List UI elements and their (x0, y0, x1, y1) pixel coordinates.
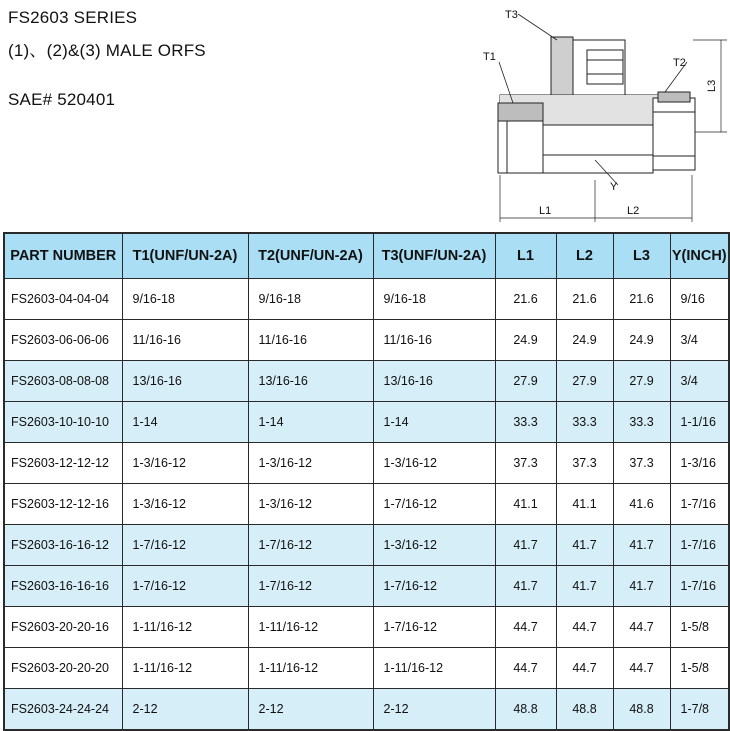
cell-part-number: FS2603-20-20-20 (4, 648, 122, 689)
cell-t1: 1-7/16-12 (122, 566, 248, 607)
cell-part-number: FS2603-16-16-12 (4, 525, 122, 566)
cell-t3: 11/16-16 (373, 320, 495, 361)
table-row (4, 279, 729, 320)
sae-number: SAE# 520401 (8, 90, 116, 109)
cell-t3: 1-7/16-12 (373, 566, 495, 607)
column-header-t1: T1(UNF/UN-2A) (122, 233, 248, 279)
cell-l2: 41.7 (556, 525, 613, 566)
top-branch-hex (587, 50, 623, 84)
cell-part-number: FS2603-12-12-16 (4, 484, 122, 525)
cell-part-number: FS2603-08-08-08 (4, 361, 122, 402)
column-header-l2: L2 (556, 233, 613, 279)
cell-part-number: FS2603-10-10-10 (4, 402, 122, 443)
cell-l2: 33.3 (556, 402, 613, 443)
cell-t1: 2-12 (122, 689, 248, 731)
cell-t3: 1-3/16-12 (373, 443, 495, 484)
cell-l1: 41.1 (495, 484, 556, 525)
table-body (4, 279, 729, 731)
cell-t2: 1-11/16-12 (248, 648, 373, 689)
cell-l3: 41.6 (613, 484, 670, 525)
cell-t2: 1-7/16-12 (248, 525, 373, 566)
cell-l1: 21.6 (495, 279, 556, 320)
cell-t2: 1-11/16-12 (248, 607, 373, 648)
cell-l3: 48.8 (613, 689, 670, 731)
label-t2: T2 (673, 57, 686, 69)
cell-t1: 11/16-16 (122, 320, 248, 361)
cell-l2: 41.1 (556, 484, 613, 525)
cell-t2: 2-12 (248, 689, 373, 731)
cell-l3: 21.6 (613, 279, 670, 320)
cell-t3: 9/16-18 (373, 279, 495, 320)
cell-t1: 1-14 (122, 402, 248, 443)
cell-l2: 21.6 (556, 279, 613, 320)
dimensions-table (3, 232, 730, 731)
cell-part-number: FS2603-20-20-16 (4, 607, 122, 648)
cell-l3: 44.7 (613, 648, 670, 689)
cell-l1: 41.7 (495, 525, 556, 566)
table-row (4, 607, 729, 648)
table-row (4, 648, 729, 689)
cell-y-inch: 1-7/16 (670, 525, 729, 566)
cell-l1: 44.7 (495, 648, 556, 689)
left-port-thread (498, 103, 543, 121)
cell-l1: 33.3 (495, 402, 556, 443)
cell-l3: 37.3 (613, 443, 670, 484)
cell-l2: 27.9 (556, 361, 613, 402)
cell-t1: 9/16-18 (122, 279, 248, 320)
cell-t1: 1-7/16-12 (122, 525, 248, 566)
cell-l2: 41.7 (556, 566, 613, 607)
label-l3: L3 (706, 79, 718, 92)
cell-part-number: FS2603-24-24-24 (4, 689, 122, 731)
cell-t1: 1-3/16-12 (122, 443, 248, 484)
table-row (4, 443, 729, 484)
cell-part-number: FS2603-06-06-06 (4, 320, 122, 361)
cell-t1: 13/16-16 (122, 361, 248, 402)
table-row (4, 361, 729, 402)
cell-l3: 41.7 (613, 566, 670, 607)
column-header-part-number: PART NUMBER (4, 233, 122, 279)
cell-l1: 41.7 (495, 566, 556, 607)
label-y: Y (610, 181, 618, 193)
cell-t3: 1-3/16-12 (373, 525, 495, 566)
cell-t1: 1-11/16-12 (122, 607, 248, 648)
cell-l2: 44.7 (556, 648, 613, 689)
cell-t3: 1-7/16-12 (373, 607, 495, 648)
cell-l1: 27.9 (495, 361, 556, 402)
table-row (4, 566, 729, 607)
cell-y-inch: 1-5/8 (670, 607, 729, 648)
cell-part-number: FS2603-04-04-04 (4, 279, 122, 320)
cell-y-inch: 1-1/16 (670, 402, 729, 443)
cell-y-inch: 1-3/16 (670, 443, 729, 484)
table-row (4, 484, 729, 525)
cell-y-inch: 3/4 (670, 361, 729, 402)
table-row (4, 402, 729, 443)
column-header-l1: L1 (495, 233, 556, 279)
label-t3: T3 (505, 9, 518, 21)
cell-l2: 48.8 (556, 689, 613, 731)
cell-l3: 44.7 (613, 607, 670, 648)
cell-t3: 1-14 (373, 402, 495, 443)
cell-l3: 33.3 (613, 402, 670, 443)
cell-part-number: FS2603-16-16-16 (4, 566, 122, 607)
cell-t1: 1-11/16-12 (122, 648, 248, 689)
label-l2: L2 (627, 205, 640, 217)
left-port (498, 121, 543, 173)
column-header-y-inch: Y(INCH) (670, 233, 729, 279)
cell-l3: 41.7 (613, 525, 670, 566)
cell-l2: 37.3 (556, 443, 613, 484)
cell-t3: 2-12 (373, 689, 495, 731)
cell-l2: 24.9 (556, 320, 613, 361)
cell-t1: 1-3/16-12 (122, 484, 248, 525)
cell-t2: 13/16-16 (248, 361, 373, 402)
cell-y-inch: 1-7/16 (670, 566, 729, 607)
cell-part-number: FS2603-12-12-12 (4, 443, 122, 484)
tee-fitting-drawing (455, 0, 730, 232)
right-port (653, 98, 695, 170)
column-header-t3: T3(UNF/UN-2A) (373, 233, 495, 279)
cell-l1: 44.7 (495, 607, 556, 648)
cell-t3: 1-11/16-12 (373, 648, 495, 689)
cell-t3: 1-7/16-12 (373, 484, 495, 525)
label-l1: L1 (539, 205, 552, 217)
table-row (4, 525, 729, 566)
cell-l3: 24.9 (613, 320, 670, 361)
series-title: FS2603 SERIES (8, 8, 138, 27)
cell-t2: 9/16-18 (248, 279, 373, 320)
cell-y-inch: 1-5/8 (670, 648, 729, 689)
cell-l2: 44.7 (556, 607, 613, 648)
table-row (4, 320, 729, 361)
cell-y-inch: 1-7/8 (670, 689, 729, 731)
label-t1: T1 (483, 51, 496, 63)
cell-t2: 1-3/16-12 (248, 484, 373, 525)
top-branch-hatch (551, 37, 573, 102)
cell-t2: 1-7/16-12 (248, 566, 373, 607)
cell-y-inch: 9/16 (670, 279, 729, 320)
cell-t2: 11/16-16 (248, 320, 373, 361)
table-header-row (4, 233, 729, 279)
column-header-l3: L3 (613, 233, 670, 279)
cell-t2: 1-14 (248, 402, 373, 443)
column-header-t2: T2(UNF/UN-2A) (248, 233, 373, 279)
series-subtitle: (1)、(2)&(3) MALE ORFS (8, 41, 206, 60)
cell-y-inch: 1-7/16 (670, 484, 729, 525)
cell-l1: 24.9 (495, 320, 556, 361)
cell-l1: 37.3 (495, 443, 556, 484)
cell-l1: 48.8 (495, 689, 556, 731)
cell-y-inch: 3/4 (670, 320, 729, 361)
right-port-thread (658, 92, 690, 102)
cell-t3: 13/16-16 (373, 361, 495, 402)
cell-l3: 27.9 (613, 361, 670, 402)
cell-t2: 1-3/16-12 (248, 443, 373, 484)
